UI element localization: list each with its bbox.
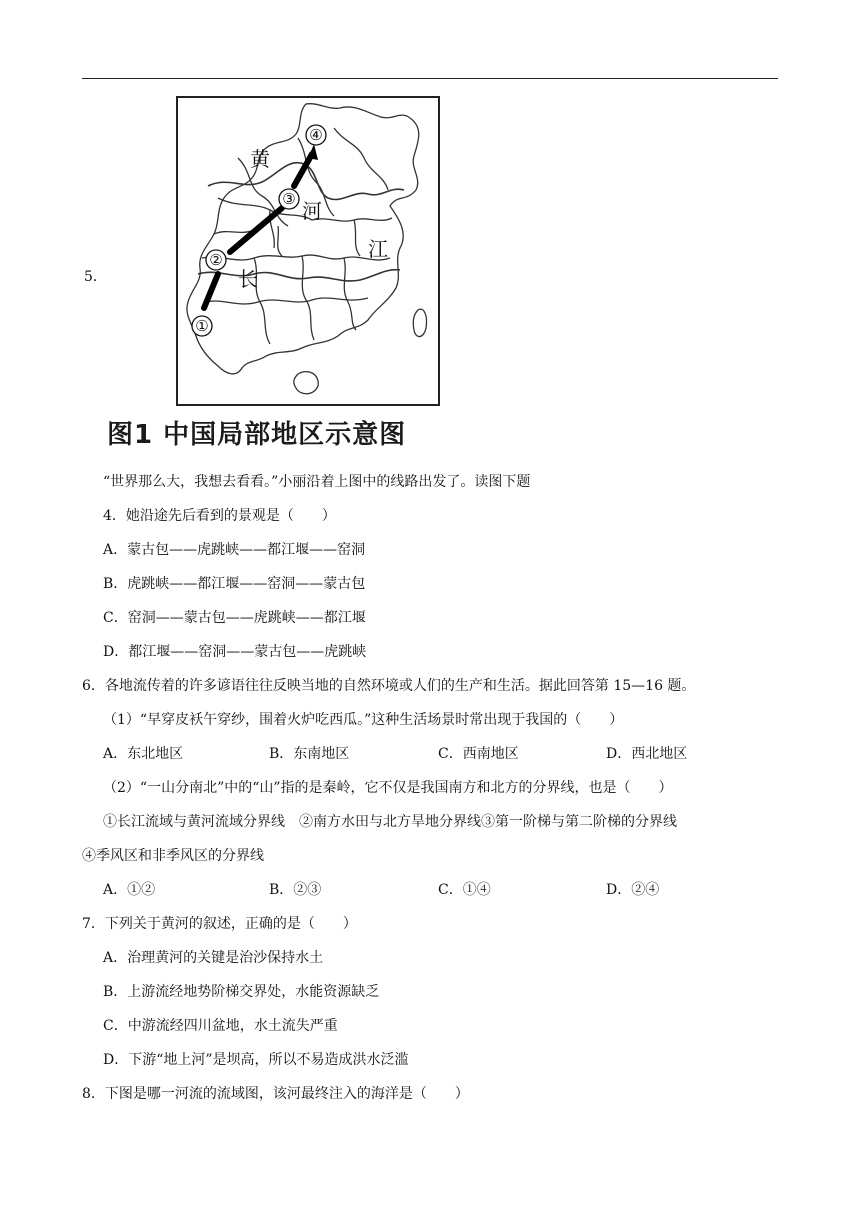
question-6-sub2-option-c[interactable]: C．①④ xyxy=(438,882,491,898)
question-6-sub1-option-b[interactable]: B．东南地区 xyxy=(269,746,350,762)
route-point-4-label: ④ xyxy=(309,126,323,144)
header-rule xyxy=(82,78,778,79)
route-point-2-label: ② xyxy=(209,251,223,269)
china-partial-map xyxy=(176,96,440,406)
question-4-option-b[interactable]: B．虎跳峡——都江堰——窑洞——蒙古包 xyxy=(103,576,366,592)
yangtze-river xyxy=(198,270,400,281)
taiwan-island xyxy=(413,309,426,336)
province-line xyxy=(278,226,282,256)
map-drawing xyxy=(178,98,440,406)
route-segment-1-2 xyxy=(204,274,218,308)
question-6-sub2-items-line2: ④季风区和非季风区的分界线 xyxy=(82,848,264,864)
province-line xyxy=(206,298,368,304)
question-7-stem: 7．下列关于黄河的叙述，正确的是（ ） xyxy=(82,916,357,932)
route-point-1-label: ① xyxy=(195,317,209,335)
question-7-option-a[interactable]: A．治理黄河的关键是治沙保持水土 xyxy=(103,950,324,966)
question-6-sub1-option-d[interactable]: D．西北地区 xyxy=(606,746,688,762)
question-6-sub2-items-line1: ①长江流域与黄河流域分界线 ②南方水田与北方旱地分界线③第一阶梯与第二阶梯的分界线 xyxy=(103,814,677,830)
question-6-sub1-stem: （1）“早穿皮袄午穿纱，围着火炉吃西瓜。”这种生活场景时常出现于我国的（ ） xyxy=(103,712,624,728)
hainan-island xyxy=(294,372,318,394)
map-label-jiang: 江 xyxy=(368,237,388,261)
question-6-sub2-stem: （2）“一山分南北”中的“山”指的是秦岭，它不仅是我国南方和北方的分界线，也是（ ） xyxy=(103,780,673,796)
question-4-option-a[interactable]: A．蒙古包——虎跳峡——都江堰——窑洞 xyxy=(103,542,366,558)
question-4-stem: 4．她沿途先后看到的景观是（ ） xyxy=(103,508,336,524)
map-label-chang: 长 xyxy=(238,267,258,291)
route-point-3-label: ③ xyxy=(282,190,296,208)
question-4-option-c[interactable]: C．窑洞——蒙古包——虎跳峡——都江堰 xyxy=(103,610,366,626)
province-line xyxy=(334,128,388,190)
map-label-huang: 黄 xyxy=(250,147,270,171)
question-6-sub2-option-a[interactable]: A．①② xyxy=(103,882,156,898)
question-7-option-b[interactable]: B．上游流经地势阶梯交界处，水能资源缺乏 xyxy=(103,984,380,1000)
question-6-sub1-option-a[interactable]: A．东北地区 xyxy=(103,746,184,762)
question-5-number: 5． xyxy=(84,269,107,285)
question-6-sub1-option-c[interactable]: C．西南地区 xyxy=(438,746,519,762)
map-caption: 图1 中国局部地区示意图 xyxy=(107,420,407,450)
province-line xyxy=(302,256,314,340)
province-line xyxy=(202,255,390,260)
question-6-stem: 6．各地流传着的许多谚语往往反映当地的自然环境或人们的生产和生活。据此回答第 15—16 题。 xyxy=(82,678,696,694)
question-4-option-d[interactable]: D．都江堰——窑洞——蒙古包——虎跳峡 xyxy=(103,644,367,660)
passage-intro: “世界那么大，我想去看看。”小丽沿着上图中的线路出发了。读图下题 xyxy=(103,474,531,490)
question-7-option-c[interactable]: C．中游流经四川盆地，水土流失严重 xyxy=(103,1018,338,1034)
question-6-sub2-option-d[interactable]: D．②④ xyxy=(606,882,660,898)
province-line xyxy=(354,220,360,256)
question-6-sub2-option-b[interactable]: B．②③ xyxy=(269,882,322,898)
map-label-he: 河 xyxy=(302,199,322,223)
province-line xyxy=(344,258,356,330)
province-line xyxy=(312,218,392,221)
question-7-option-d[interactable]: D．下游“地上河”是坝高，所以不易造成洪水泛滥 xyxy=(103,1052,409,1068)
question-8-stem: 8．下图是哪一河流的流域图，该河最终注入的海洋是（ ） xyxy=(82,1086,469,1102)
route-arrowhead xyxy=(308,144,318,160)
